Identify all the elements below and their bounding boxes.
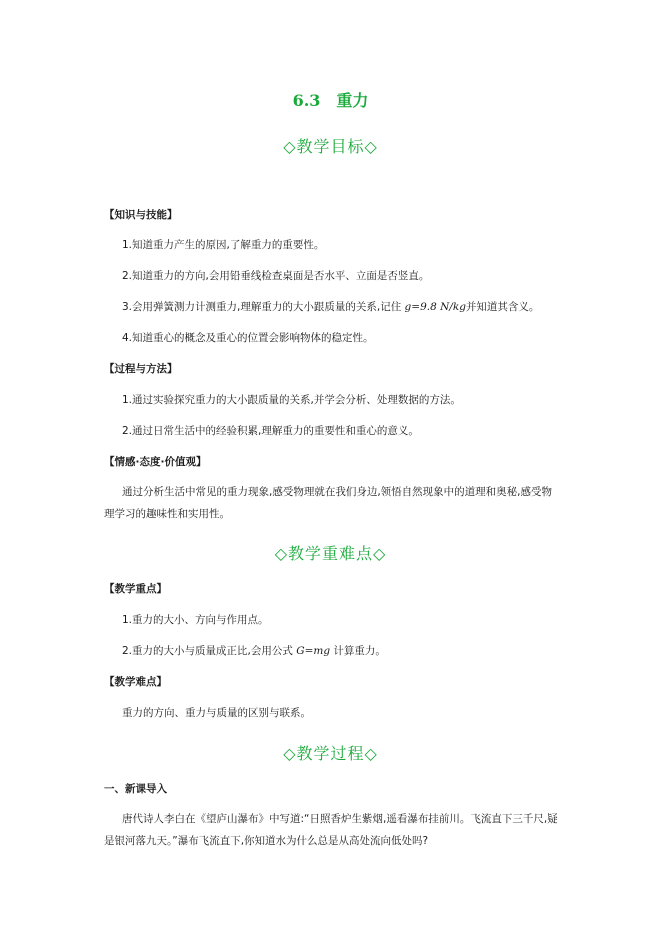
knowledge-item-3-tail: 并知道其含义。 — [465, 301, 540, 313]
key-item-2 — [122, 643, 386, 658]
lesson-title — [0, 88, 661, 111]
attitude-heading: 【情感·态度·价值观】 — [104, 456, 207, 468]
process-method-heading: 【过程与方法】 — [104, 363, 178, 375]
knowledge-item-4: 4.知道重心的概念及重心的位置会影响物体的稳定性。 — [122, 332, 374, 344]
knowledge-item-1: 1.知道重力产生的原因,了解重力的重要性。 — [122, 239, 325, 251]
section-heading-process: ◇教学过程◇ — [283, 744, 378, 763]
key-item-2-tail: 计算重力。 — [333, 645, 386, 657]
section-heading-keypoints: ◇教学重难点◇ — [274, 544, 387, 563]
lesson-name: 重力 — [336, 91, 369, 110]
knowledge-item-3 — [122, 299, 539, 314]
section-heading-objectives: ◇教学目标◇ — [283, 137, 378, 156]
difficult-text: 重力的方向、重力与质量的区别与联系。 — [122, 707, 311, 719]
key-item-1: 1.重力的大小、方向与作用点。 — [122, 614, 269, 626]
gravity-constant: g=9.8 N/kg — [404, 301, 466, 313]
lesson-number: 6.3 — [292, 91, 321, 110]
process-item-1: 1.通过实验探究重力的大小跟质量的关系,并学会分析、处理数据的方法。 — [122, 394, 461, 406]
attitude-paragraph: 通过分析生活中常见的重力现象,感受物理就在我们身边,领悟自然现象中的道理和奥秘,感受物理学习的趣味性和实用性。 — [104, 486, 553, 520]
knowledge-item-2: 2.知道重力的方向,会用铅垂线检查桌面是否水平、立面是否竖直。 — [122, 270, 430, 282]
key-heading: 【教学重点】 — [104, 583, 167, 595]
intro-paragraph: 唐代诗人李白在《望庐山瀑布》中写道:“日照香炉生紫烟,遥看瀑布挂前川。飞流直下三千尺,疑是银河落九天。”瀑布飞流直下,你知道水为什么总是从高处流向低处吗? — [104, 813, 558, 847]
key-item-2-text: 2.重力的大小与质量成正比,会用公式 — [122, 645, 293, 657]
difficult-heading: 【教学难点】 — [104, 676, 167, 688]
intro-heading: 一、新课导入 — [104, 783, 167, 795]
knowledge-item-3-text: 3.会用弹簧测力计测重力,理解重力的大小跟质量的关系,记住 — [122, 301, 402, 313]
gravity-formula: G=mg — [296, 645, 331, 657]
knowledge-heading: 【知识与技能】 — [104, 209, 178, 221]
process-item-2: 2.通过日常生活中的经验积累,理解重力的重要性和重心的意义。 — [122, 425, 419, 437]
